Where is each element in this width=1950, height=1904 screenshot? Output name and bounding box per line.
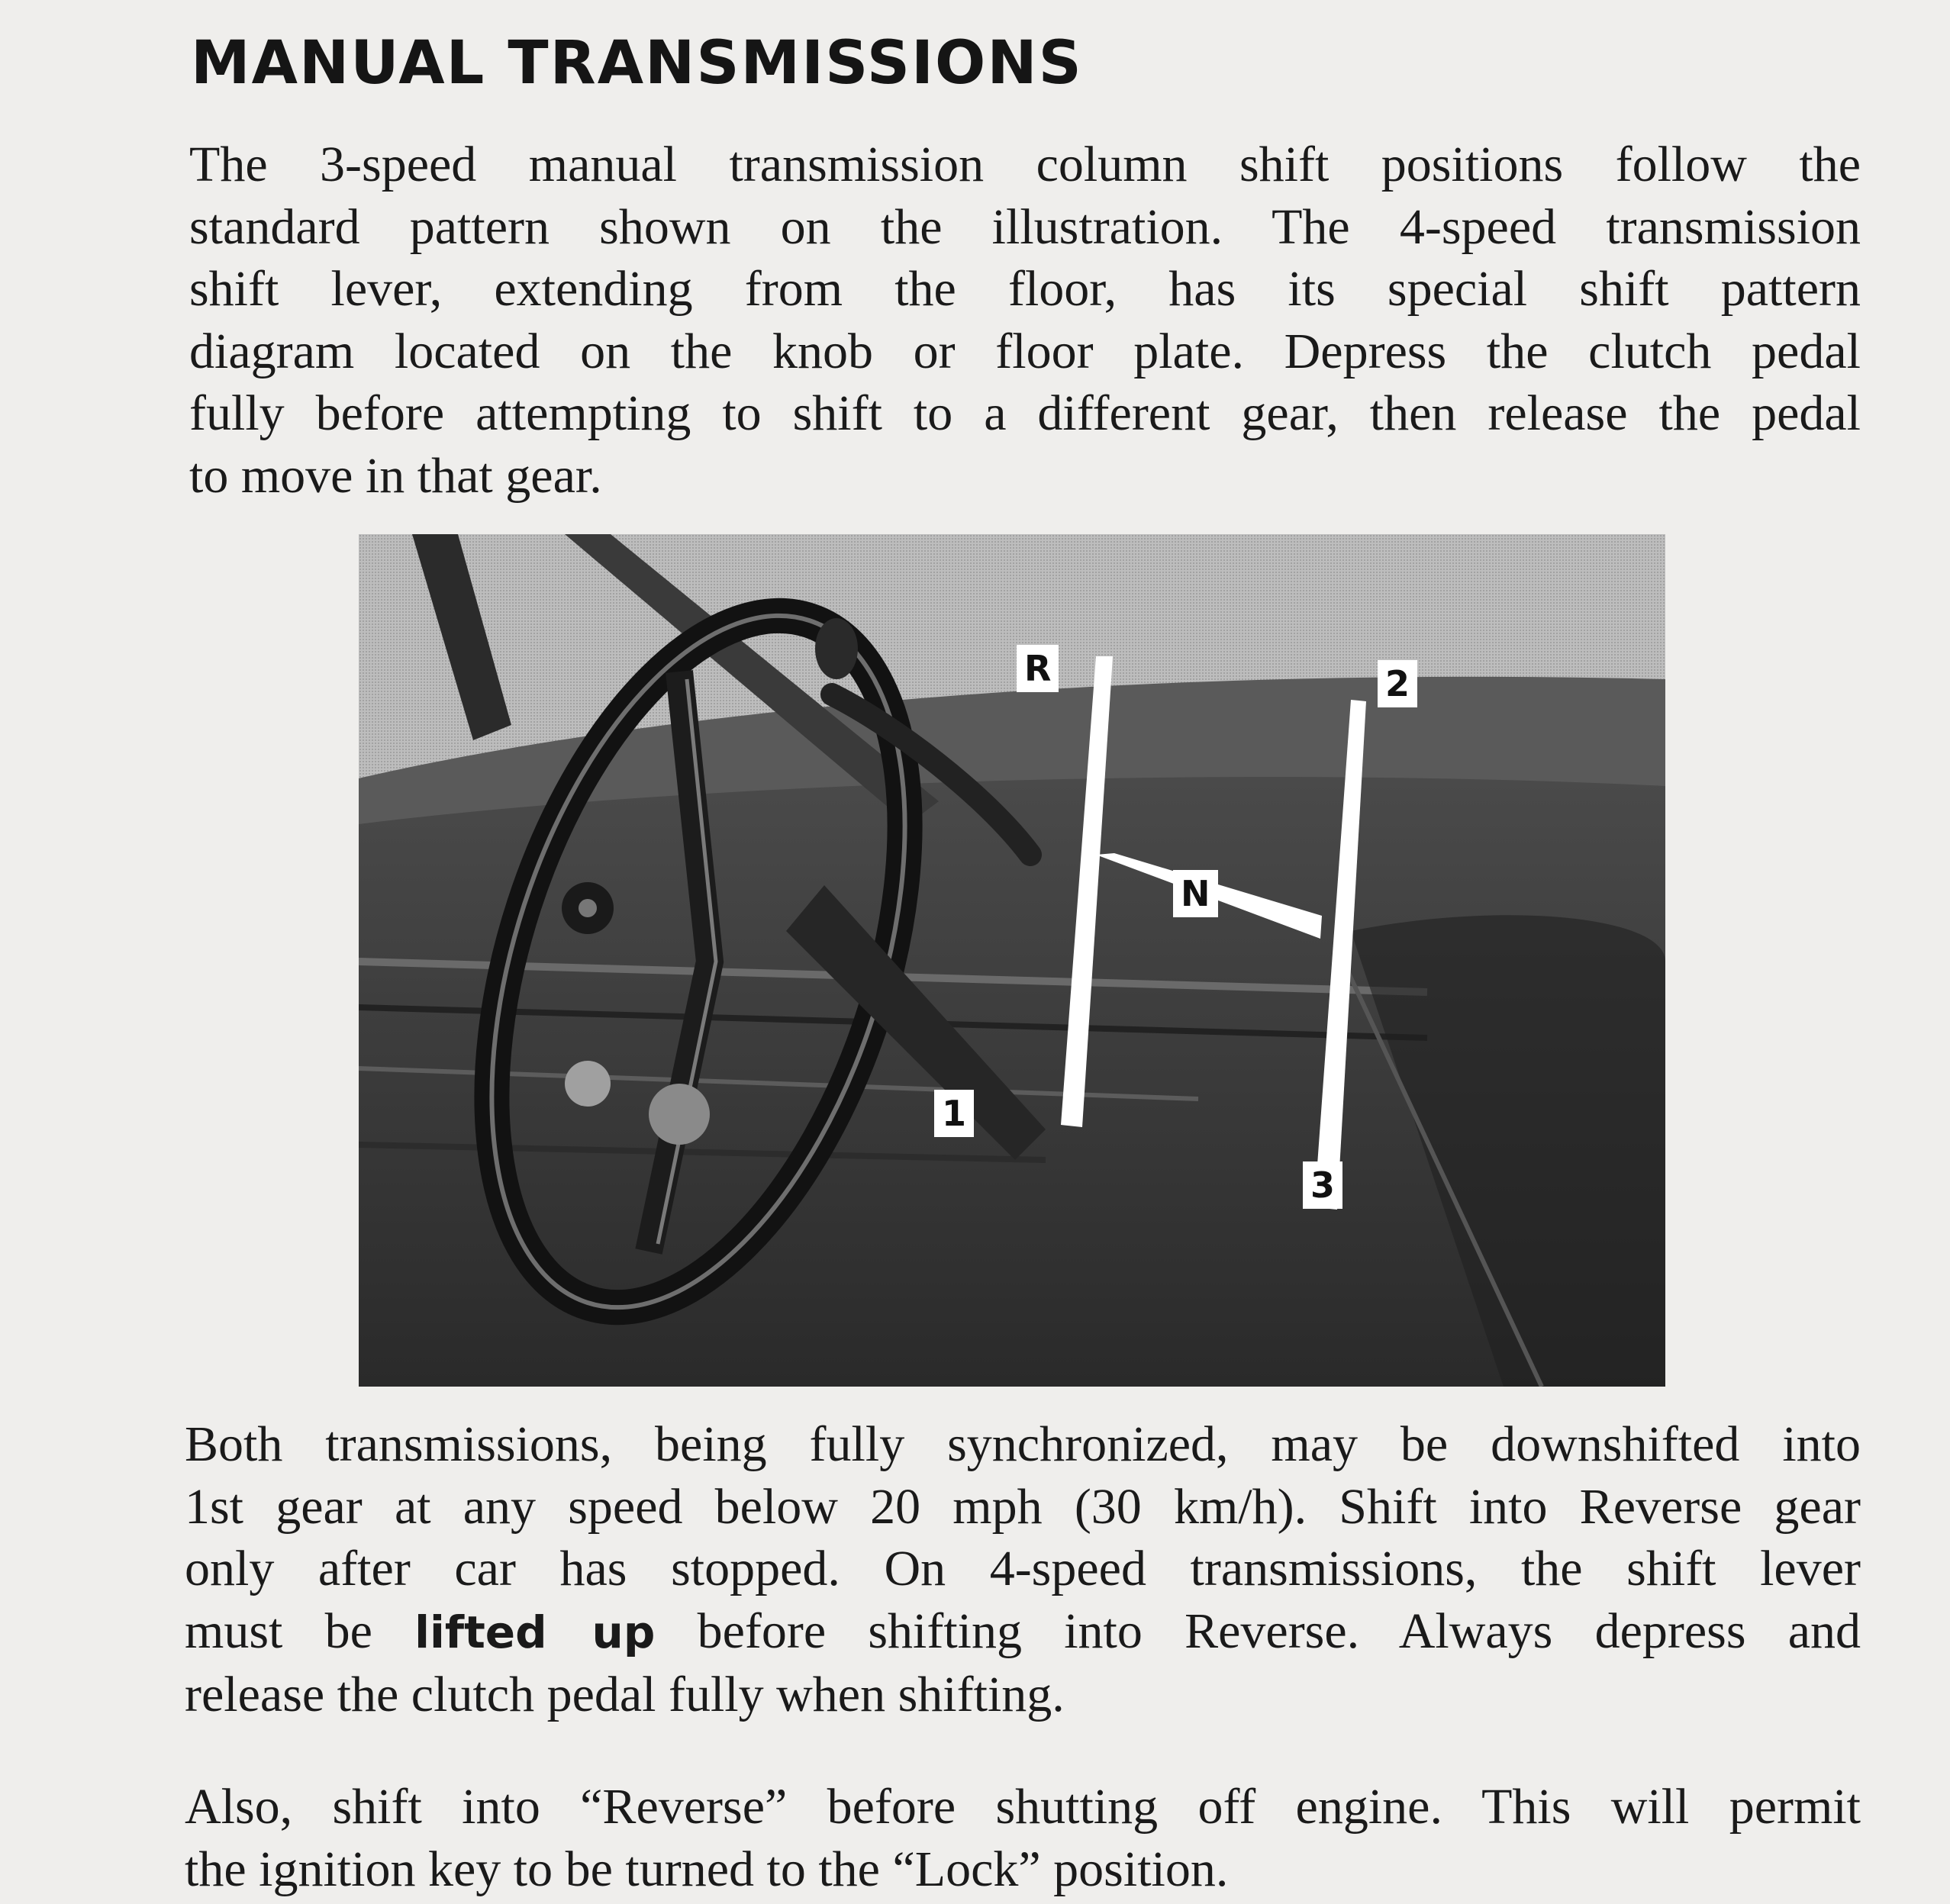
downshift-line: only after car has stopped. On 4-speed transmissions, the shift lever bbox=[185, 1541, 1861, 1596]
page-title: MANUAL TRANSMISSIONS bbox=[191, 29, 1083, 98]
intro-line: to move in that gear. bbox=[189, 447, 602, 504]
gear-label-first: 1 bbox=[934, 1090, 974, 1137]
line-text: before shifting into Reverse. Always depress and bbox=[655, 1603, 1861, 1659]
downshift-line: Both transmissions, being fully synchronized, may be downshifted into bbox=[185, 1416, 1861, 1472]
intro-paragraph bbox=[189, 134, 1861, 507]
downshift-line bbox=[185, 1600, 1861, 1664]
downshift-line: release the clutch pedal fully when shifting. bbox=[185, 1667, 1065, 1722]
shift-pattern-photo bbox=[359, 534, 1665, 1387]
intro-line: standard pattern shown on the illustration. The 4-speed transmission bbox=[189, 198, 1861, 255]
intro-line: shift lever, extending from the floor, has its special shift pattern bbox=[189, 261, 1861, 317]
reverse-line: Also, shift into “Reverse” before shutting off engine. This will permit bbox=[185, 1779, 1861, 1835]
gear-label-third: 3 bbox=[1303, 1161, 1342, 1209]
gear-label-second: 2 bbox=[1378, 660, 1417, 707]
line-text: must be bbox=[185, 1603, 415, 1659]
intro-line: diagram located on the knob or floor plate. Depress the clutch pedal bbox=[189, 323, 1861, 379]
downshift-paragraph bbox=[185, 1413, 1861, 1726]
downshift-line: 1st gear at any speed below 20 mph (30 km/h). Shift into Reverse gear bbox=[185, 1478, 1861, 1535]
intro-line: fully before attempting to shift to a different gear, then release the pedal bbox=[189, 385, 1861, 441]
emphasis-text: lifted up bbox=[414, 1606, 656, 1658]
reverse-paragraph bbox=[185, 1776, 1861, 1900]
intro-line: The 3-speed manual transmission column shift positions follow the bbox=[189, 137, 1861, 192]
reverse-line: the ignition key to be turned to the “Lock” position. bbox=[185, 1841, 1229, 1897]
dashboard-illustration bbox=[359, 534, 1665, 1387]
gear-label-reverse: R bbox=[1017, 645, 1059, 692]
gear-label-neutral: N bbox=[1173, 870, 1218, 917]
shift-knob bbox=[815, 618, 858, 679]
